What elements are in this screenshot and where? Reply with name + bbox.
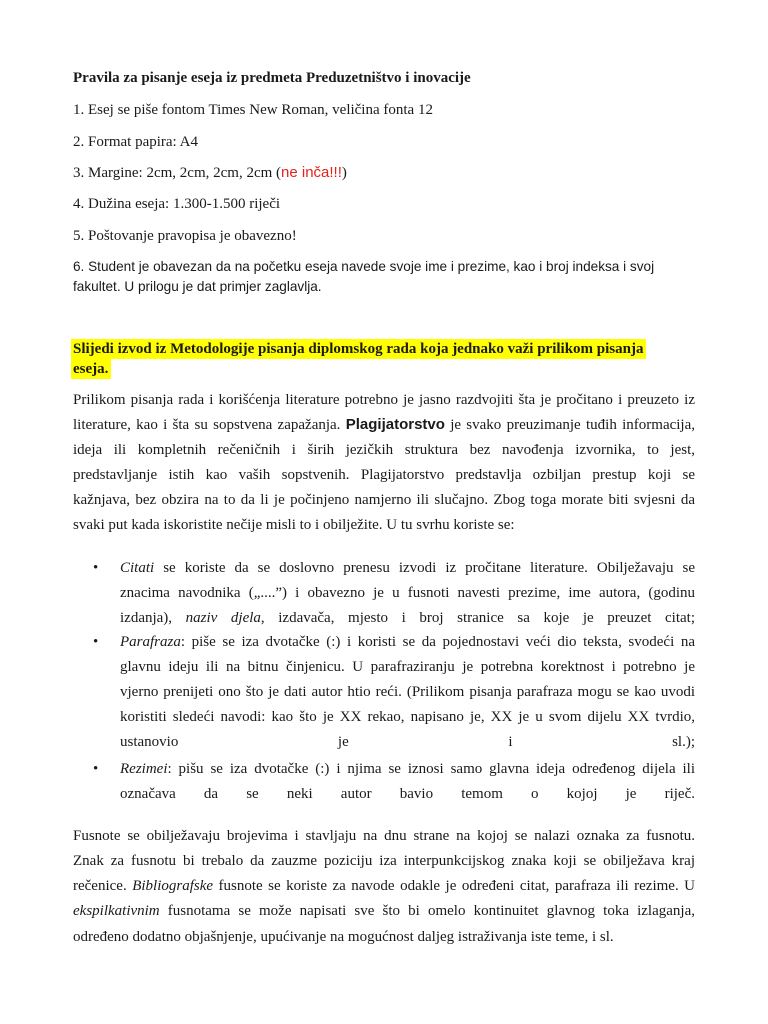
rule-2: 2. Format papira: A4 — [73, 134, 198, 150]
naziv-djela-term: naziv djela — [185, 610, 261, 626]
plagijatorstvo-term: Plagijatorstvo — [345, 416, 445, 433]
bullet-1-line-1 — [120, 558, 695, 578]
para2-line-4b: fusnotama se može napisati sve što bi omelo kontinuitet glavnog toka izlaganja, — [159, 903, 695, 919]
bibliografske-term: Bibliografske — [132, 878, 214, 894]
bullet-2-line-2: glavnu ideju ili na bitnu činjenicu. U parafraziranju je potrebna korektnost i potrebno je — [120, 659, 695, 675]
bullet-2-line-1-text: : piše se iza dvotačke (:) i koristi se da pojednostavi veći dio teksta, svodeći na — [180, 634, 695, 650]
rezimei-term: Rezimei — [120, 761, 168, 777]
para1-line-2c: je svako preuzimanje tuđih informacija, — [444, 417, 696, 433]
highlight-line-1: Slijedi izvod iz Metodologije pisanja diplomskog rada koja jednako važi prilikom pisanja — [71, 339, 646, 359]
para2-line-1: Fusnote se obilježavaju brojevima i stavljaju na dnu strane na kojoj se nalazi oznaka za fusnotu. — [73, 828, 695, 844]
para1-line-2 — [73, 415, 695, 435]
rule-5: 5. Poštovanje pravopisa je obavezno! — [73, 228, 297, 244]
para2-line-5: određeno dodatno objašnjenje, upućivanje na mogućnost daljeg istraživanja iste teme, i sl. — [73, 929, 614, 945]
parafraza-term: Parafraza — [120, 634, 181, 650]
bullet-1-line-2: znacima navodnika („....”) i obavezno je u fusnoti navesti prezime, ime autora, (godinu — [120, 585, 695, 601]
para1-line-1: Prilikom pisanja rada i korišćenja literature potrebno je jasno razdvojiti šta je pročitano i preuzeto iz — [73, 392, 695, 408]
para1-line-4: predstavljanje istih kao vaših sopstvenih. Plagijatorstvo predstavlja ozbiljan prestup koji se — [73, 467, 695, 483]
bullet-3-line-1 — [120, 759, 695, 779]
rule-1: 1. Esej se piše fontom Times New Roman, veličina fonta 12 — [73, 102, 433, 118]
para1-line-3: ideja ili kompletnih rečeničnih i širih jezičkih struktura bez navođenja izvornika, to jest, — [73, 442, 695, 458]
rule-3 — [73, 163, 347, 183]
bullet-3-line-1-text: : pišu se iza dvotačke (:) i njima se iznosi samo glavna ideja određenog dijela ili — [167, 761, 695, 777]
bullet-1-line-3a: izdanja), — [120, 610, 186, 626]
page-title: Pravila za pisanje eseja iz predmeta Preduzetništvo i inovacije — [73, 70, 471, 86]
highlight-line-2: eseja. — [71, 359, 111, 379]
bullet-3-line-2: označava da se neki autor bavio temom o kojoj je riječ. — [120, 786, 695, 802]
para1-line-2a: literature, kao i šta su sopstvena zapažanja. — [73, 417, 346, 433]
rule-3-text: 3. Margine: 2cm, 2cm, 2cm, 2cm ( — [73, 165, 282, 181]
para1-line-6: svaki put kada iskoristite nečije misli to i obilježite. U tu svrhu koriste se: — [73, 517, 515, 533]
para2-line-3c: fusnote se koriste za navode odakle je određeni citat, parafraza ili rezime. U — [213, 878, 696, 894]
bullet-2-line-5: ustanovio je i sl.); — [120, 734, 695, 750]
bullet-2-line-4: koristiti sledeći navodi: kao što je XX rekao, napisano je, XX je u svom dijelu XX tvrdio, — [120, 709, 695, 725]
bullet-3-marker: • — [93, 761, 99, 777]
para2-line-3 — [73, 876, 695, 896]
rule-3-close: ) — [341, 165, 347, 181]
citati-term: Citati — [120, 560, 155, 576]
para2-line-2: Znak za fusnotu bi trebalo da zauzme poziciju iza interpunkcijskog znaka koji se obilježava kraj — [73, 853, 695, 869]
rule-6-line-2: fakultet. U prilogu je dat primjer zaglavlja. — [73, 279, 322, 294]
bullet-2-line-3: vjerno prenijeti ono što je dati autor htio reći. (Prilikom pisanja parafraza mogu se kao uvodi — [120, 684, 695, 700]
bullet-2-marker: • — [93, 634, 99, 650]
rule-3-warning: ne inča!!! — [281, 164, 342, 181]
bullet-2-line-1 — [120, 632, 695, 652]
para1-line-5: kažnjava, bez obzira na to da li je počinjeno namjerno ili slučajno. Zbog toga morate biti svjesni da — [73, 492, 695, 508]
bullet-1-line-3c: , izdavača, mjesto i broj stranice sa koje je preuzet citat; — [260, 610, 695, 626]
para2-line-4 — [73, 901, 695, 921]
bullet-1-line-1-text: se koriste da se doslovno prenesu izvodi iz pročitane literature. Obilježavaju se — [154, 560, 695, 576]
rule-4: 4. Dužina eseja: 1.300-1.500 riječi — [73, 196, 281, 212]
rule-6-line-1: 6. Student je obavezan da na početku eseja navede svoje ime i prezime, kao i broj indeksa i svoj — [73, 259, 655, 274]
bullet-1-marker: • — [93, 560, 99, 576]
para2-line-3a: rečenice. — [73, 878, 133, 894]
bullet-1-line-3 — [120, 608, 695, 628]
ekspilkativnim-term: ekspilkativnim — [73, 903, 160, 919]
